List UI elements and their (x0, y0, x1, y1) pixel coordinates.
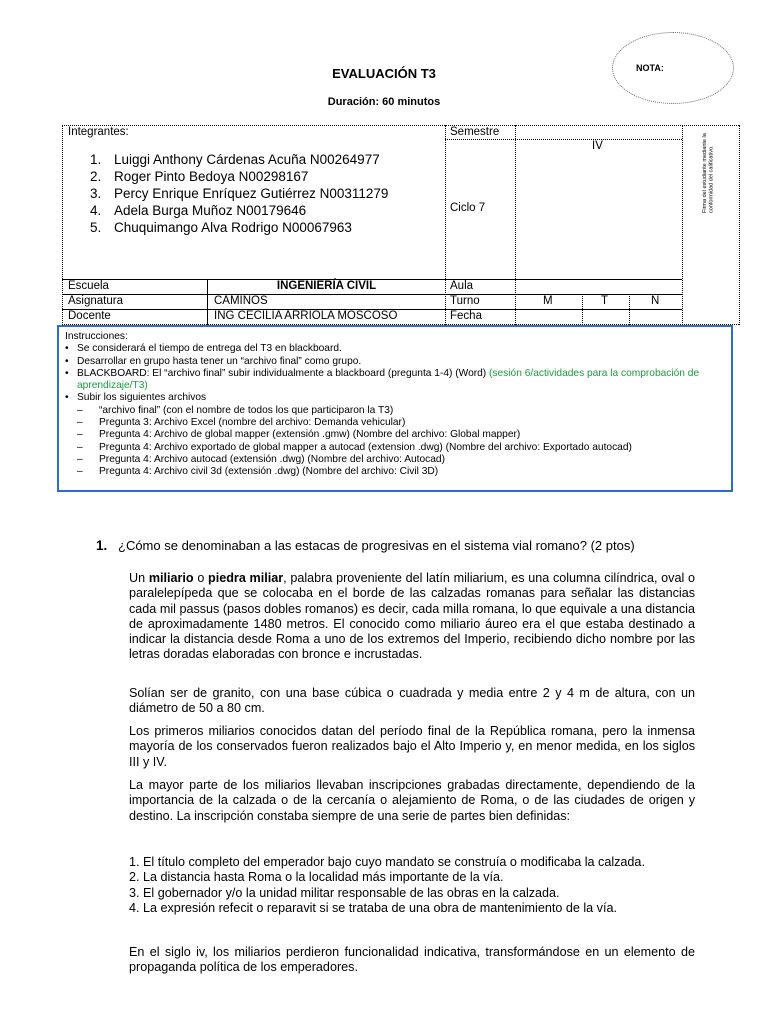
member-item: 1. Luiggi Anthony Cárdenas Acuña N00264977 (90, 152, 380, 167)
asignatura-value: CAMINOS (214, 295, 268, 307)
ciclo-value: Ciclo 7 (450, 202, 486, 214)
list-item: 4. La expresión refecit o reparavit si se trataba de una obra de mantenimiento de la vía. (129, 900, 617, 915)
member-item: 4. Adela Burga Muñoz N00179646 (90, 203, 307, 218)
member-item: 3. Percy Enrique Enríquez Gutiérrez N00311279 (90, 186, 389, 201)
answer-paragraph: En el siglo iv, los miliarios perdieron funcionalidad indicativa, transformándose en un elemento de propaganda política de los emperadores. (129, 945, 695, 975)
file-item: – Pregunta 4: Archivo civil 3d (extensión .dwg) (Nombre del archivo: Civil 3D) (65, 466, 727, 478)
table-line (682, 125, 683, 325)
question-text: ¿Cómo se denominaban a las estacas de progresivas en el sistema vial romano? (2 ptos) (118, 538, 635, 553)
semestre-value: IV (592, 140, 603, 152)
file-item: – Pregunta 4: Archivo autocad (extensión .dwg) (Nombre del archivo: Autocad) (65, 454, 727, 466)
signature-note: Firma del estudiante mediante la conformidad del calificativo. (702, 133, 715, 213)
file-item: – Pregunta 3: Archivo Excel (nombre del archivo: Demanda vehicular) (65, 417, 727, 429)
turno-n: N (651, 295, 660, 307)
grade-oval (612, 32, 734, 104)
members-list (90, 151, 388, 236)
instruction-item: • Desarrollar en grupo hasta tener un “archivo final” como grupo. (65, 356, 727, 368)
table-line (629, 294, 630, 325)
escuela-value: INGENIERÍA CIVIL (276, 280, 377, 292)
instruction-item: • BLACKBOARD: El “archivo final” subir individualmente a blackboard (pregunta 1-4) (Word) (sesión 6/actividades para la comprobación de aprendizaje/T3) (65, 368, 727, 393)
table-line (445, 139, 682, 140)
table-line (445, 125, 446, 325)
asignatura-label: Asignatura (68, 295, 123, 307)
fecha-label: Fecha (450, 310, 482, 322)
question-1 (96, 538, 635, 553)
semestre-label: Semestre (450, 126, 500, 138)
question-number: 1. (96, 538, 108, 553)
instruction-item: • Subir los siguientes archivos (65, 392, 727, 404)
answer-paragraph: La mayor parte de los miliarios llevaban inscripciones grabadas directamente, dependiendo de la importancia de la calzada o de la cercanía o alejamiento de Roma, o de las ciudades de origen y destino. La inscripción constaba siempre de una serie de partes bien definidas: (129, 778, 695, 823)
member-item: 2. Roger Pinto Bedoya N00298167 (90, 169, 309, 184)
list-item: 2. La distancia hasta Roma o la localidad más importante de la vía. (129, 870, 504, 885)
file-item: – Pregunta 4: Archivo exportado de global mapper a autocad (extension .dwg) (Nombre del archivo: Exportado autocad) (65, 442, 727, 454)
member-item: 5. Chuquimango Alva Rodrigo N00067963 (90, 220, 352, 235)
duration-label: Duración: 60 minutos (327, 96, 441, 108)
answer-list (129, 855, 695, 916)
info-table (62, 125, 739, 325)
integrantes-label: Integrantes: (68, 126, 129, 138)
table-line (739, 125, 740, 325)
instruction-item: • Se considerará el tiempo de entrega del T3 en blackboard. (65, 343, 727, 355)
turno-t: T (601, 295, 609, 307)
turno-m: M (543, 295, 553, 307)
table-line (62, 294, 682, 295)
answer-paragraph: Un miliario o piedra miliar, palabra proveniente del latín miliarium, es una columna cilíndrica, oval o paralelepípeda que se colocaba en el borde de las calzadas romanas para señalar las distancias cada mil passus (pasos dobles romanos) es decir, cada milla romana, lo que equivale a una distancia de aproximadamente 1480 metros. El conocido como miliario áureo era el que estaba destinado a indicar la distancia desde Roma a uno de los extremos del Imperio, recibiendo dicho nombre por las letras doradas elaboradas con bronce e incrustadas. (129, 571, 695, 662)
file-item: – “archivo final” (con el nombre de todos los que participaron la T3) (65, 405, 727, 417)
turno-label: Turno (450, 295, 480, 307)
grade-label: NOTA: (636, 63, 664, 73)
instructions-title: Instrucciones: (65, 331, 128, 342)
list-item: 1. El título completo del emperador bajo cuyo mandato se construía o modificaba la calzada. (129, 855, 645, 869)
instructions-box (57, 325, 733, 492)
table-line (62, 125, 739, 126)
table-line (582, 294, 583, 325)
table-line (515, 125, 516, 325)
escuela-label: Escuela (68, 280, 109, 292)
docente-label: Docente (68, 310, 111, 322)
answer-paragraph: Los primeros miliarios conocidos datan del período final de la República romana, pero la inmensa mayoría de los conservados fueron realizados bajo el Alto Imperio y, en menor medida, en los siglos III y IV. (129, 724, 695, 769)
document-title: EVALUACIÓN T3 (332, 66, 436, 81)
answer-paragraph: Solían ser de granito, con una base cúbica o cuadrada y media entre 2 y 4 m de altura, con un diámetro de 50 a 80 cm. (129, 686, 695, 716)
instruction-link-text: (sesión 6/actividades para la comprobación de aprendizaje/T3) (77, 367, 700, 392)
file-item: – Pregunta 4: Archivo de global mapper (extensión .gmw) (Nombre del archivo: Global mapper) (65, 429, 727, 441)
docente-value: ING CECILIA ARRIOLA MOSCOSO (214, 310, 398, 322)
table-line (62, 125, 63, 325)
aula-label: Aula (450, 280, 474, 292)
list-item: 3. El gobernador y/o la unidad militar responsable de las obras en la calzada. (129, 885, 560, 900)
